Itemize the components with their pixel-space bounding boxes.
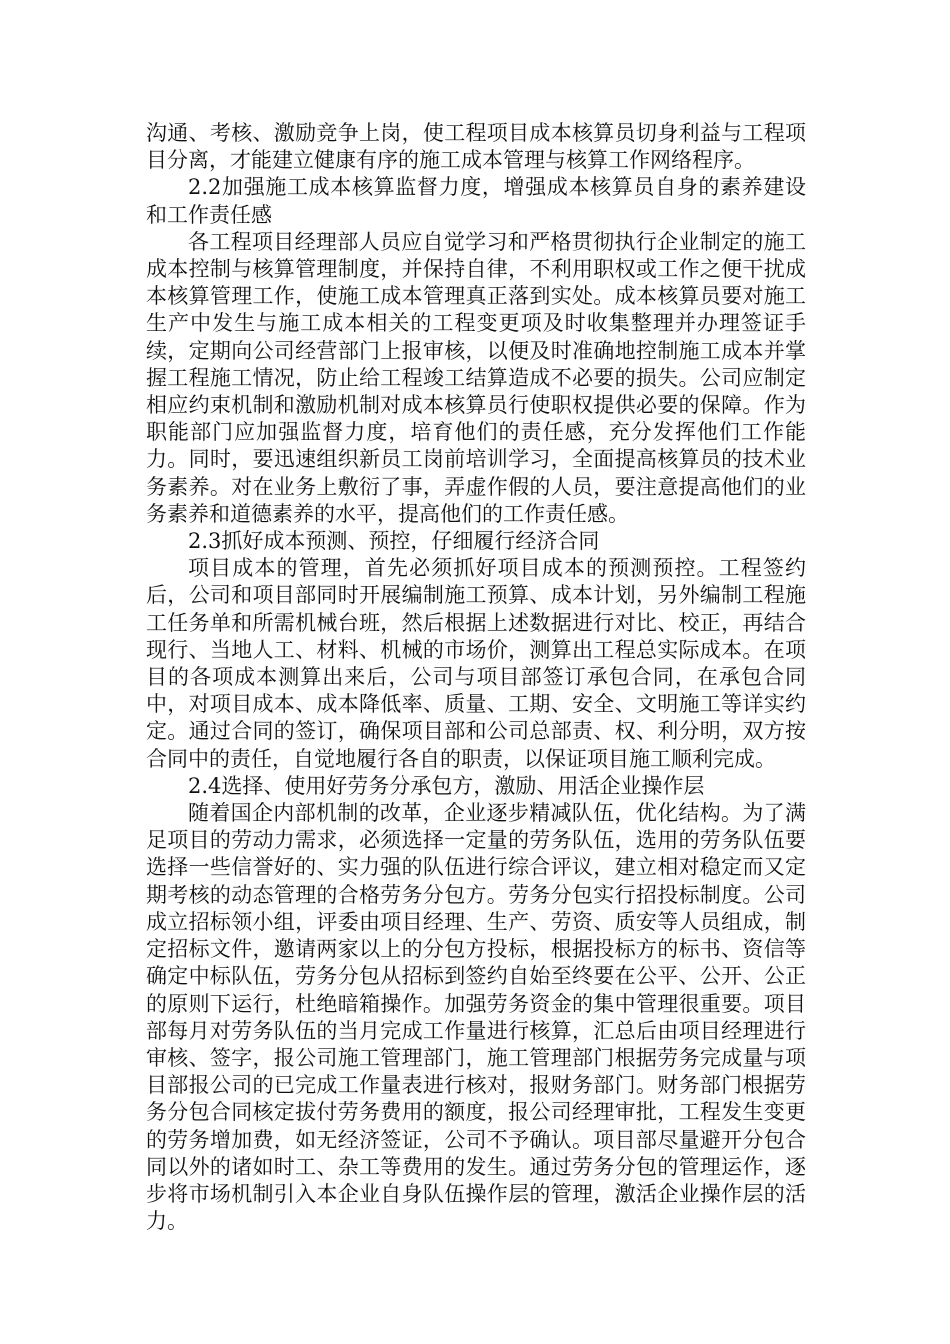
- body-paragraph-continued: 沟通、考核、激励竞争上岗，使工程项目成本核算员切身利益与工程项目分离，才能建立健康有序的施工成本管理与核算工作网络程序。: [146, 121, 806, 173]
- body-paragraph-2-4: 随着国企内部机制的改革，企业逐步精减队伍，优化结构。为了满足项目的劳动力需求，必须选择一定量的劳务队伍，选用的劳务队伍要选择一些信誉好的、实力强的队伍进行综合评议，建立相对稳定而又定期考核的动态管理的合格劳务分包方。劳务分包实行招投标制度。公司成立招标领小组，评委由项目经理、生产、劳资、质安等人员组成，制定招标文件，邀请两家以上的分包方投标，根据投标方的标书、资信等确定中标队伍，劳务分包从招标到签约自始至终要在公平、公开、公正的原则下运行，杜绝暗箱操作。加强劳务资金的集中管理很重要。项目部每月对劳务队伍的当月完成工作量进行核算，汇总后由项目经理进行审核、签字，报公司施工管理部门，施工管理部门根据劳务完成量与项目部报公司的已完成工作量表进行核对，报财务部门。财务部门根据劳务分包合同核定拔付劳务费用的额度，报公司经理审批，工程发生变更的劳务增加费，如无经济签证，公司不予确认。项目部尽量避开分包合同以外的诸如时工、杂工等费用的发生。通过劳务分包的管理运作，逐步将市场机制引入本企业自身队伍操作层的管理，激活企业操作层的活力。: [146, 801, 806, 1234]
- section-heading-2-4: 2.4选择、使用好劳务分承包方，激励、用活企业操作层: [188, 773, 705, 798]
- body-paragraph-2-3: 项目成本的管理，首先必须抓好项目成本的预测预控。工程签约后，公司和项目部同时开展编制施工预算、成本计划，另外编制工程施工任务单和所需机械台班，然后根据上述数据进行对比、校正，再结合现行、当地人工、材料、机械的市场价，测算出工程总实际成本。在项目的各项成本测算出来后，公司与项目部签订承包合同，在承包合同中，对项目成本、成本降低率、质量、工期、安全、文明施工等详实约定。通过合同的签订，确保项目部和公司总部责、权、利分明，双方按合同中的责任，自觉地履行各自的职责，以保证项目施工顺利完成。: [146, 556, 806, 771]
- body-paragraph-2-2: 各工程项目经理部人员应自觉学习和严格贯彻执行企业制定的施工成本控制与核算管理制度，并保持自律，不利用职权或工作之便干扰成本核算管理工作，使施工成本管理真正落到实处。成本核算员要对施工生产中发生与施工成本相关的工程变更项及时收集整理并办理签证手续，定期向公司经营部门上报审核，以便及时准确地控制施工成本并掌握工程施工情况，防止给工程竣工结算造成不必要的损失。公司应制定相应约束机制和激励机制对成本核算员行使职权提供必要的保障。作为职能部门应加强监督力度，培育他们的责任感，充分发挥他们工作能力。同时，要迅速组织新员工岗前培训学习，全面提高核算员的技术业务素养。对在业务上敷衍了事，弄虚作假的人员，要注意提高他们的业务素养和道德素养的水平，提高他们的工作责任感。: [146, 229, 806, 526]
- section-heading-2-2: 2.2加强施工成本核算监督力度，增强成本核算员自身的素养建设和工作责任感: [146, 175, 806, 227]
- document-page: [146, 120, 806, 1235]
- section-heading-2-3: 2.3抓好成本预测、预控，仔细履行经济合同: [188, 529, 600, 554]
